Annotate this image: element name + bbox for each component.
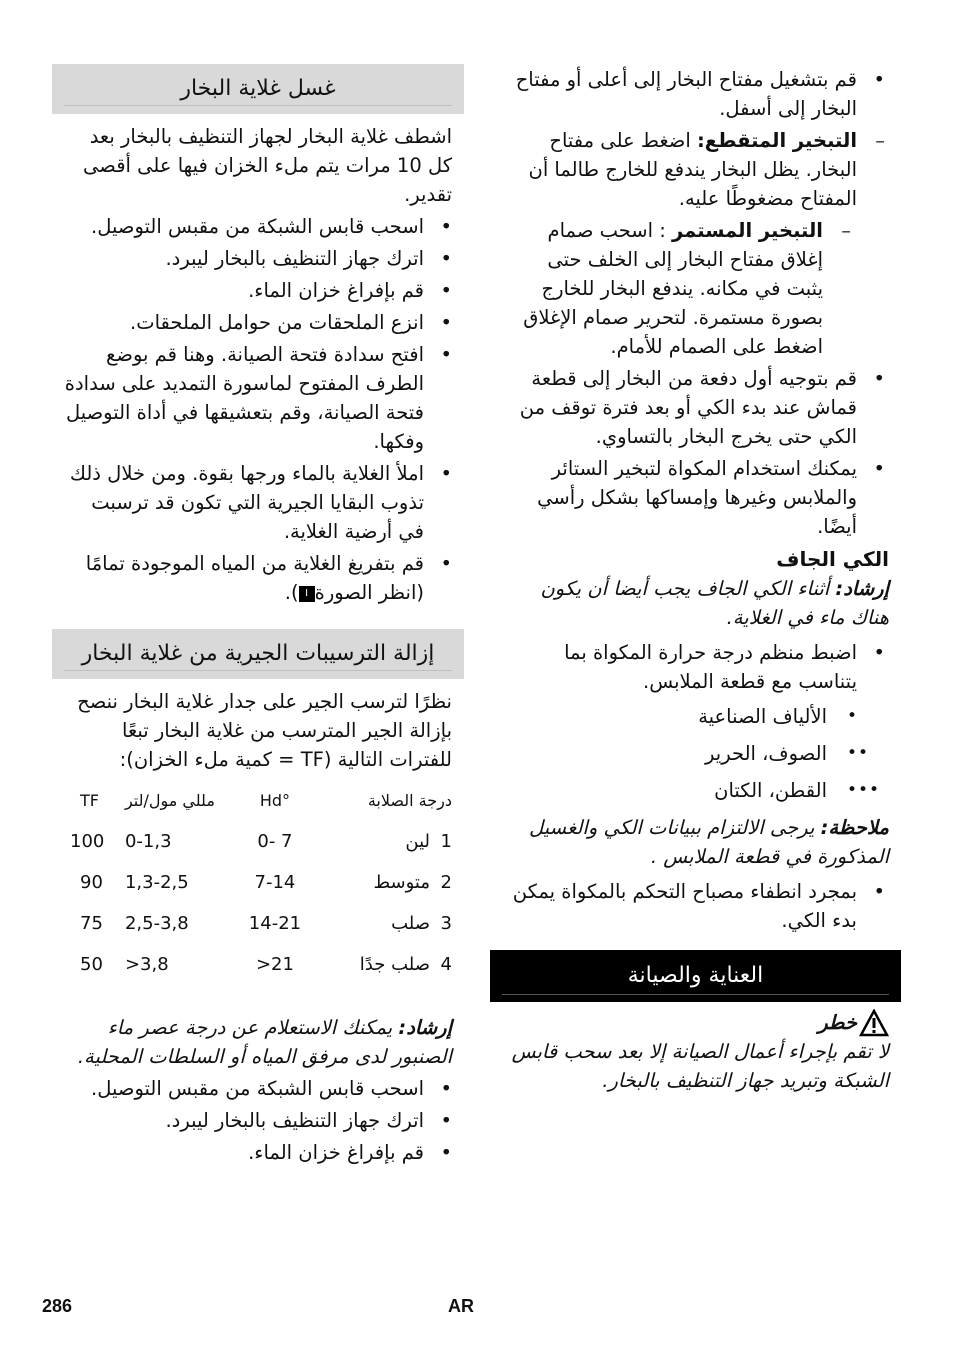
intro-text: اشطف غلاية البخار لجهاز التنظيف بالبخار بعد كل 10 مرات يتم ملء الخزان فيها على أقصى تقدير. (83, 125, 452, 206)
list-item: • افتح سدادة فتحة الصيانة. وهنا قم بوضع الطرف المفتوح لماسورة التمديد على سدادة فتحة الصيانة، وقم بتعشيقها في أداة التوصيل وفكها. (52, 340, 464, 456)
list-item-text: قم بتفريغ الغلاية من المياه الموجودة تمامًا (انظر الصورة (85, 552, 424, 604)
care-heading-text: العناية والصيانة (627, 963, 764, 988)
table-cell: لين (405, 831, 430, 852)
list-item (497, 126, 897, 213)
table-cell: صلب جدًا (359, 954, 430, 975)
list-item: • املأ الغلاية بالماء ورجها بقوة. ومن خلال ذلك تذوب البقايا الجيرية التي تكون قد ترسبت في أرضية الغلاية. (52, 459, 464, 546)
list-item (52, 549, 464, 607)
left-column (52, 64, 464, 1170)
heading-rule (502, 994, 889, 995)
list-item: • اترك جهاز التنظيف بالبخار ليبرد. (52, 244, 464, 273)
term-label: التبخير المستمر (672, 219, 823, 242)
table-cell: >3,8 (124, 954, 169, 975)
danger-text: لا تقم بإجراء أعمال الصيانة إلا بعد سحب قابس الشبكة وتبريد جهاز التنظيف بالبخار. (511, 1040, 889, 1092)
fabric-setting (497, 776, 897, 805)
dot-mark: ••• (847, 780, 881, 800)
list-item-text: ). (284, 581, 299, 604)
list-item: • يمكنك استخدام المكواة لتبخير الستائر والملابس وغيرها وإمساكها بشكل رأسي أيضًا. (497, 454, 897, 541)
section-heading: غسل غلاية البخار (180, 76, 336, 101)
table-row (52, 944, 464, 985)
table-header: مللي مول/لتر (124, 791, 215, 810)
note-label: ملاحظة: (820, 816, 889, 839)
table-cell: 90 (80, 872, 103, 893)
section-heading-box (52, 64, 464, 114)
tip-note (497, 574, 897, 632)
table-cell: صلب (391, 913, 430, 934)
tip-text: يمكنك الاستعلام عن درجة عصر ماء الصنبور لدى مرفق المياه أو السلطات المحلية. (77, 1016, 452, 1068)
dot-mark: •• (847, 743, 870, 763)
table-cell: 2 (440, 872, 452, 893)
fabric-label: الصوف، الحرير (705, 742, 827, 765)
table-cell: 100 (70, 831, 105, 852)
table-cell: 50 (80, 954, 103, 975)
list-item: • بمجرد انطفاء مصباح التحكم بالمكواة يمكن بدء الكي. (497, 877, 897, 935)
list-item (497, 216, 863, 361)
note-text: يرجى الالتزام ببيانات الكي والغسيل المذكورة في قطعة الملابس . (529, 816, 889, 868)
heading-rule (64, 105, 452, 106)
table-cell: 1,3-2,5 (124, 872, 189, 893)
section-heading: الكي الجاف (776, 547, 889, 571)
tip-text: أثناء الكي الجاف يجب أيضا أن يكون هناك ماء في الغلاية. (540, 577, 889, 629)
table-cell: 1 (440, 831, 452, 852)
list-item: • قم بإفراغ خزان الماء. (52, 1138, 464, 1167)
fabric-setting (497, 702, 897, 731)
table-header-row (52, 780, 464, 821)
note (497, 813, 897, 871)
table-header: درجة الصلابة (367, 791, 452, 810)
danger-block (497, 1008, 897, 1095)
section-heading-box (52, 629, 464, 679)
list-item: • اترك جهاز التنظيف بالبخار ليبرد. (52, 1106, 464, 1135)
care-heading (490, 950, 901, 1002)
intro-text: نظرًا لترسب الجير على جدار غلاية البخار ننصح بإزالة الجير المترسب من غلاية البخار تبعًا للفترات التالية (TF = كمية ملء الخزان): (77, 690, 452, 771)
table-row (52, 903, 464, 944)
danger-label: خطر (818, 1011, 857, 1034)
term-text: اضغط على مفتاح البخار. يظل البخار يندفع للخارج طالما أن المفتاح مضغوطًا عليه. (528, 129, 857, 210)
table-cell: 7-14 (254, 872, 296, 893)
warning-triangle-icon (859, 1009, 889, 1037)
list-item: • قم بتشغيل مفتاح البخار إلى أعلى أو مفتاح البخار إلى أسفل. (497, 65, 897, 123)
heading-rule (64, 670, 452, 671)
table-cell: 0- 7 (257, 831, 293, 852)
right-column (497, 62, 897, 938)
figure-ref-icon: I (299, 586, 315, 602)
tip-label: إرشاد: (398, 1016, 452, 1039)
fabric-setting (497, 739, 897, 768)
table-cell: >21 (255, 954, 294, 975)
tip-note (52, 1013, 464, 1071)
hardness-table (52, 780, 464, 985)
term-label: التبخير المتقطع: (696, 129, 857, 152)
list-item: • قم بإفراغ خزان الماء. (52, 276, 464, 305)
section-heading: إزالة الترسيبات الجيرية من غلاية البخار (81, 641, 435, 666)
danger-header (497, 1008, 897, 1037)
page-number: 286 (42, 1296, 73, 1316)
list-item: • اسحب قابس الشبكة من مقبس التوصيل. (52, 1074, 464, 1103)
table-row (52, 821, 464, 862)
table-cell: متوسط (373, 872, 430, 893)
table-header: °Hd (259, 791, 291, 810)
list-item: • انزع الملحقات من حوامل الملحقات. (52, 308, 464, 337)
tip-label: إرشاد: (835, 577, 889, 600)
table-cell: 0-1,3 (124, 831, 172, 852)
language-code: AR (448, 1296, 474, 1316)
table-header: TF (80, 791, 99, 810)
dot-mark: • (847, 706, 859, 726)
list-item: • اضبط منظم درجة حرارة المكواة بما يتناسب مع قطعة الملابس. (497, 638, 897, 696)
list-item: • قم بتوجيه أول دفعة من البخار إلى قطعة قماش عند بدء الكي أو بعد فترة توقف من الكي حتى يخرج البخار بالتساوي. (497, 364, 897, 451)
table-cell: 4 (440, 954, 452, 975)
table-cell: 14-21 (248, 913, 302, 934)
table-cell: 75 (80, 913, 103, 934)
table-cell: 3 (440, 913, 452, 934)
table-cell: 2,5-3,8 (124, 913, 189, 934)
list-item: • اسحب قابس الشبكة من مقبس التوصيل. (52, 212, 464, 241)
fabric-label: الألياف الصناعية (698, 705, 827, 728)
table-row (52, 862, 464, 903)
fabric-label: القطن، الكتان (714, 779, 827, 802)
term-text: : اسحب صمام إغلاق مفتاح البخار إلى الخلف حتى يثبت في مكانه. يندفع البخار للخارج بصورة مستمرة. لتحرير صمام الإغلاق اضغط على الصمام للأمام. (523, 219, 823, 358)
